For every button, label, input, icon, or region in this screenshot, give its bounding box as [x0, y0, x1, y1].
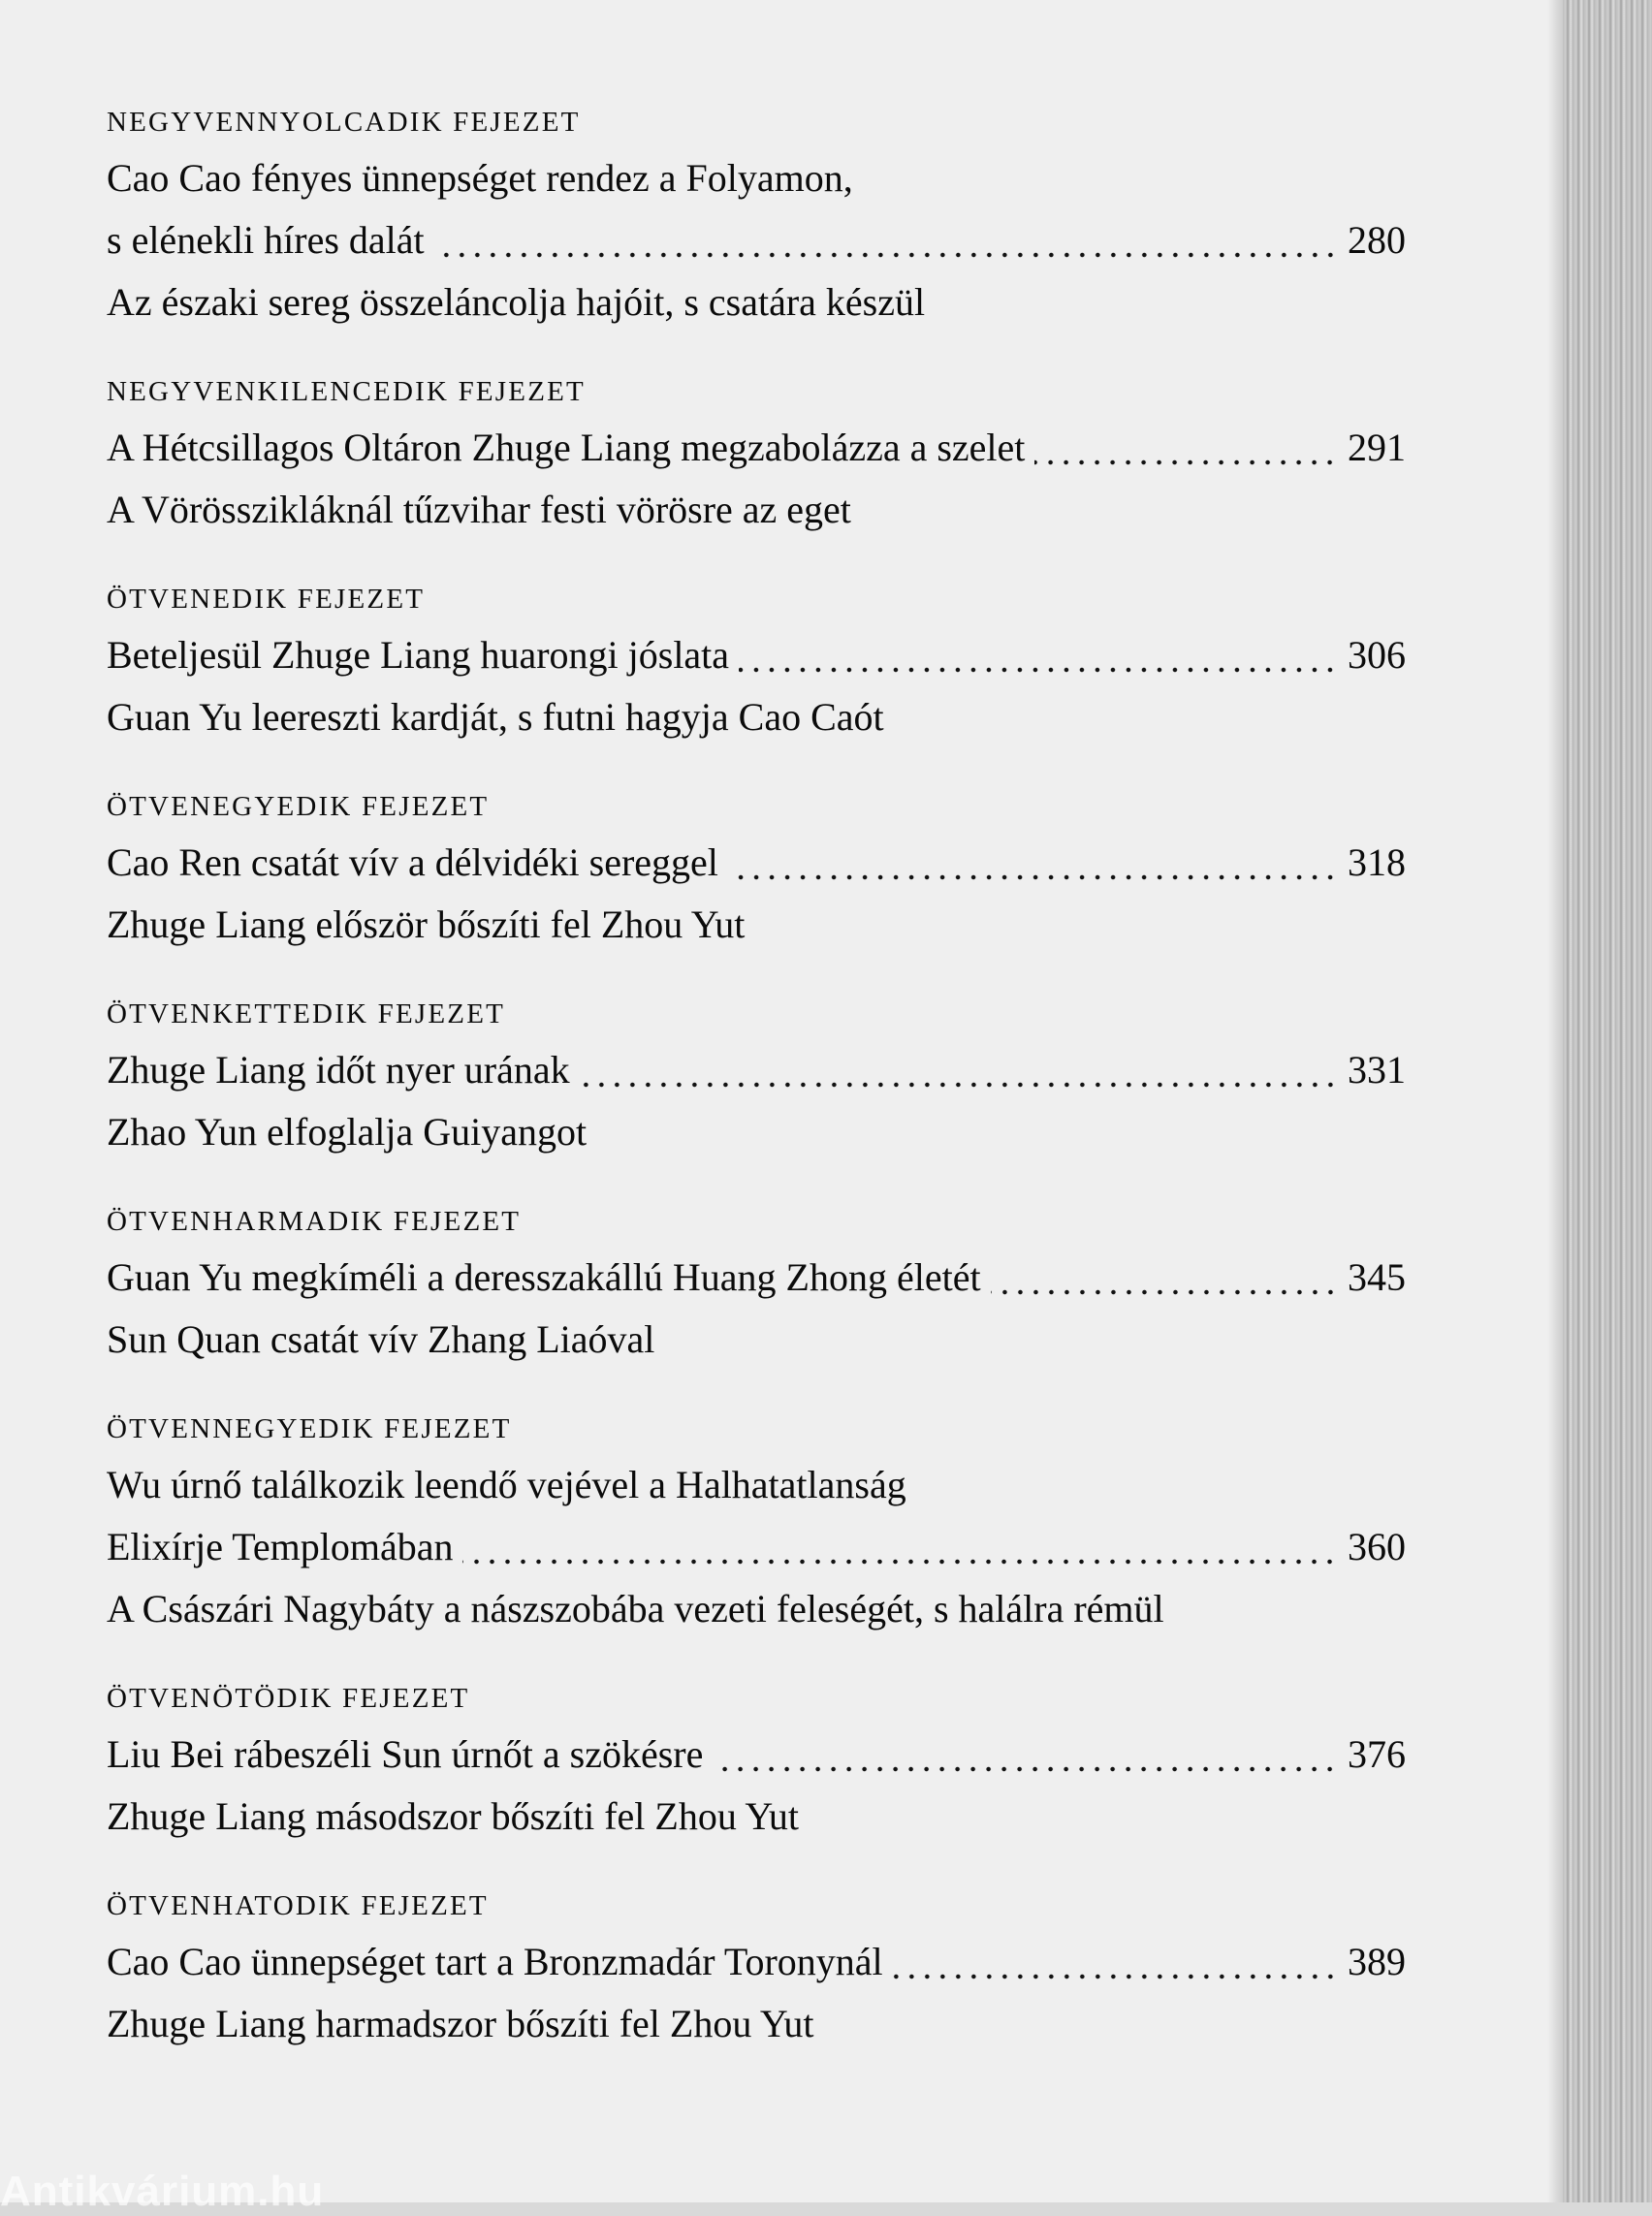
- page-number: 376: [1348, 1732, 1406, 1776]
- toc-chapter: [107, 97, 1406, 333]
- dot-leader: [893, 1971, 1338, 1982]
- entry-title: Liu Bei rábeszéli Sun úrnőt a szökésre: [107, 1732, 704, 1776]
- entry-title: A Vörösszikláknál tűzvihar festi vörösre az eget: [107, 488, 851, 531]
- entry-title: Elixírje Templomában: [107, 1525, 454, 1568]
- chapter-heading: ÖTVENHARMADIK FEJEZET: [107, 1206, 522, 1237]
- chapter-heading: NEGYVENNYOLCADIK FEJEZET: [107, 107, 581, 138]
- page-number: 291: [1348, 426, 1406, 469]
- chapter-heading: ÖTVENHATODIK FEJEZET: [107, 1890, 489, 1921]
- chapter-heading: ÖTVENKETTEDIK FEJEZET: [107, 998, 506, 1029]
- entry-title: Beteljesül Zhuge Liang huarongi jóslata: [107, 633, 730, 677]
- entry-title: Guan Yu megkíméli a deresszakállú Huang Zhong életét: [107, 1255, 981, 1299]
- entry-title: Zhuge Liang először bőszíti fel Zhou Yut: [107, 902, 746, 946]
- toc-entry-with-page: [107, 832, 1406, 894]
- toc-entry-with-page: [107, 209, 1406, 271]
- dot-leader: [713, 1763, 1338, 1775]
- dot-leader: [580, 1079, 1338, 1091]
- watermark: Antikvárium.hu: [0, 2168, 325, 2215]
- entry-title: Zhao Yun elfoglalja Guiyangot: [107, 1110, 588, 1154]
- table-of-contents: [107, 97, 1406, 2088]
- toc-entry-with-page: [107, 1516, 1406, 1578]
- chapter-heading: ÖTVENEGYEDIK FEJEZET: [107, 791, 490, 822]
- entry-title: Cao Ren csatát vív a délvidéki sereggel: [107, 840, 718, 884]
- entry-title: s elénekli híres dalát: [107, 218, 425, 262]
- page-number: 360: [1348, 1525, 1406, 1568]
- chapter-heading: NEGYVENKILENCEDIK FEJEZET: [107, 376, 586, 407]
- toc-entry-with-page: [107, 1039, 1406, 1101]
- dot-leader: [1034, 457, 1338, 468]
- entry-title: Sun Quan csatát vív Zhang Liaóval: [107, 1317, 655, 1361]
- entry-title: Cao Cao fényes ünnepséget rendez a Folyamon,: [107, 156, 853, 200]
- page-number: 331: [1348, 1048, 1406, 1092]
- toc-chapter: [107, 1404, 1406, 1640]
- entry-title: Zhuge Liang másodszor bőszíti fel Zhou Yut: [107, 1794, 799, 1838]
- toc-chapter: [107, 574, 1406, 748]
- entry-title: Wu úrnő találkozik leendő vejével a Halhatatlanság: [107, 1463, 906, 1506]
- dot-leader: [462, 1556, 1338, 1567]
- page-number: 389: [1348, 1940, 1406, 1983]
- page-number: 280: [1348, 218, 1406, 262]
- page-number: 345: [1348, 1255, 1406, 1299]
- toc-entry-with-page: [107, 1247, 1406, 1309]
- entry-title: Az északi sereg összeláncolja hajóit, s csatára készül: [107, 280, 926, 324]
- toc-entry-with-page: [107, 1724, 1406, 1786]
- dot-leader: [991, 1286, 1338, 1298]
- page-stack-edge: [1563, 0, 1652, 2202]
- dot-leader: [739, 664, 1338, 676]
- entry-title: A Császári Nagybáty a nászszobába vezeti feleségét, s halálra rémül: [107, 1587, 1164, 1630]
- page-number: 318: [1348, 840, 1406, 884]
- entry-title: A Hétcsillagos Oltáron Zhuge Liang megzabolázza a szelet: [107, 426, 1026, 469]
- toc-chapter: [107, 1881, 1406, 2055]
- toc-entry-with-page: [107, 417, 1406, 479]
- entry-title: Zhuge Liang harmadszor bőszíti fel Zhou Yut: [107, 2002, 814, 2045]
- toc-chapter: [107, 989, 1406, 1163]
- chapter-heading: ÖTVENÖTÖDIK FEJEZET: [107, 1683, 470, 1714]
- chapter-heading: ÖTVENEDIK FEJEZET: [107, 584, 426, 615]
- toc-chapter: [107, 781, 1406, 956]
- toc-chapter: [107, 1196, 1406, 1371]
- chapter-heading: ÖTVENNEGYEDIK FEJEZET: [107, 1413, 512, 1444]
- entry-title: Guan Yu leereszti kardját, s futni hagyja Cao Caót: [107, 695, 884, 739]
- dot-leader: [434, 249, 1338, 261]
- toc-chapter: [107, 1673, 1406, 1848]
- toc-entry-with-page: [107, 1931, 1406, 1993]
- toc-entry-with-page: [107, 624, 1406, 686]
- page-number: 306: [1348, 633, 1406, 677]
- toc-chapter: [107, 366, 1406, 541]
- entry-title: Zhuge Liang időt nyer urának: [107, 1048, 570, 1092]
- entry-title: Cao Cao ünnepséget tart a Bronzmadár Toronynál: [107, 1940, 883, 1983]
- dot-leader: [728, 871, 1338, 883]
